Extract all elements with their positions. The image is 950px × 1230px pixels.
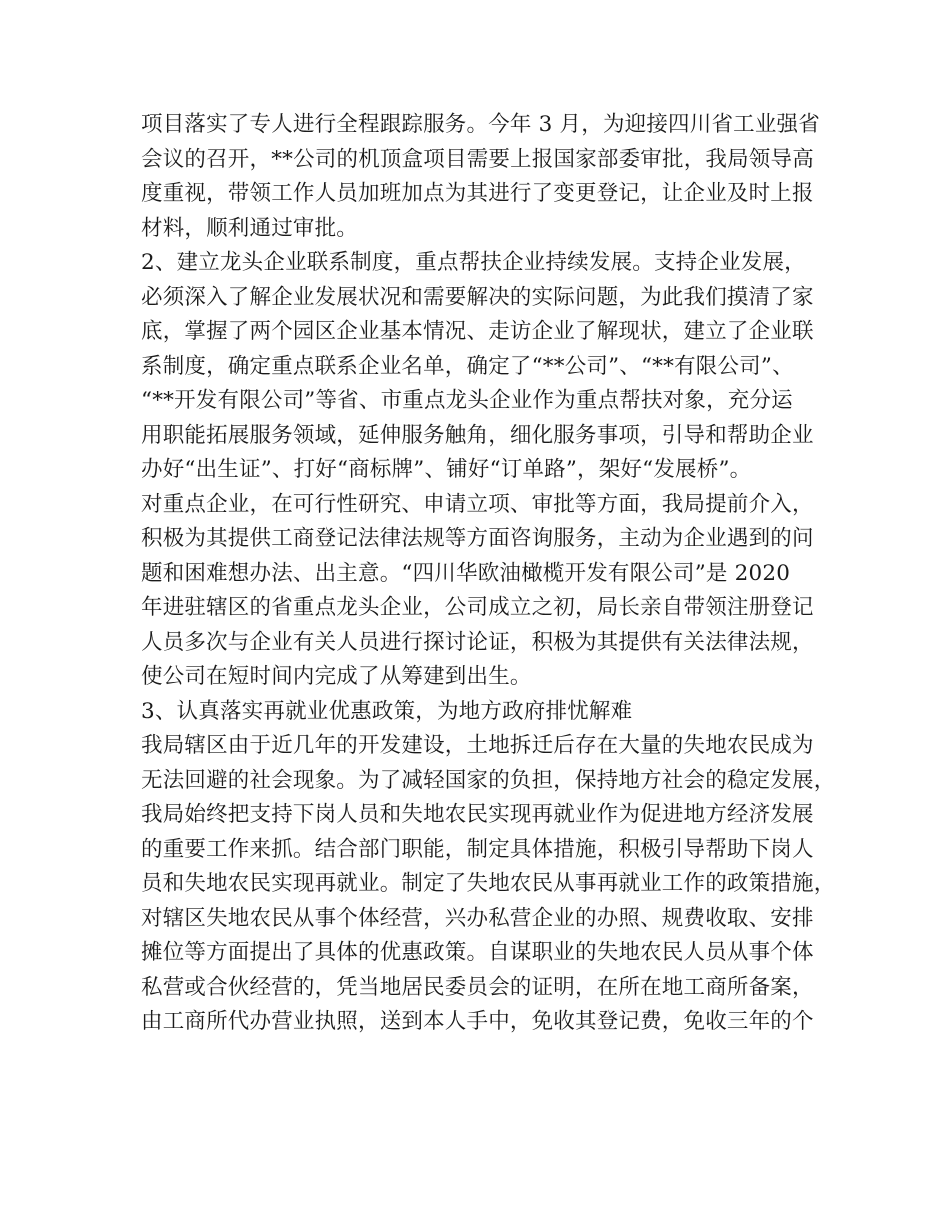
text-line: 年进驻辖区的省重点龙头企业，公司成立之初，局长亲自带领注册登记 — [141, 595, 814, 620]
section-heading-2: 2、建立龙头企业联系制度，重点帮扶企业持续发展。支持企业发展， — [141, 250, 806, 275]
text-line: 使公司在短时间内完成了从筹建到出生。 — [141, 664, 532, 689]
text-line: 无法回避的社会现象。为了减轻国家的负担，保持地方社会的稳定发展， — [141, 767, 836, 793]
text-line: 对辖区失地农民从事个体经营，兴办私营企业的办照、规费收取、安排 — [141, 905, 814, 931]
document-body — [141, 108, 836, 1040]
text-line: 度重视，带领工作人员加班加点为其进行了变更登记，让企业及时上报 — [141, 181, 814, 206]
text-line: 系制度，确定重点联系企业名单，确定了“**公司”、“**有限公司”、 — [141, 353, 794, 379]
text-line: 的重要工作来抓。结合部门职能，制定具体措施，积极引导帮助下岗人 — [141, 836, 814, 862]
text-line: 私营或合伙经营的，凭当地居民委员会的证明，在所在地工商所备案， — [141, 974, 814, 1000]
section-heading-3: 3、认真落实再就业优惠政策，为地方政府排忧解难 — [141, 698, 633, 724]
text-line: 用职能拓展服务领域，延伸服务触角，细化服务事项，引导和帮助企业 — [141, 422, 814, 448]
text-line: 积极为其提供工商登记法律法规等方面咨询服务，主动为企业遇到的问 — [141, 526, 814, 551]
text-line: “**开发有限公司”等省、市重点龙头企业作为重点帮扶对象，充分运 — [141, 388, 793, 413]
text-line: 摊位等方面提出了具体的优惠政策。自谋职业的失地农民人员从事个体 — [141, 940, 814, 965]
text-line: 题和困难想办法、出主意。“四川华欧油橄榄开发有限公司”是 2020 — [141, 560, 791, 586]
text-line: 底，掌握了两个园区企业基本情况、走访企业了解现状，建立了企业联 — [141, 319, 814, 344]
text-line: 办好“出生证”、打好“商标牌”、铺好“订单路”，架好“发展桥”。 — [141, 457, 752, 482]
text-line: 我局辖区由于近几年的开发建设，土地拆迁后存在大量的失地农民成为 — [141, 733, 814, 758]
text-line: 由工商所代办营业执照，送到本人手中，免收其登记费，免收三年的个 — [141, 1009, 814, 1034]
text-line: 会议的召开，**公司的机顶盒项目需要上报国家部委审批，我局领导高 — [141, 146, 814, 172]
text-line: 员和失地农民实现再就业。制定了失地农民从事再就业工作的政策措施， — [141, 871, 836, 896]
text-line: 我局始终把支持下岗人员和失地农民实现再就业作为促进地方经济发展 — [141, 802, 814, 827]
text-line: 项目落实了专人进行全程跟踪服务。今年 3 月，为迎接四川省工业强省 — [141, 112, 820, 137]
text-line: 人员多次与企业有关人员进行探讨论证，积极为其提供有关法律法规， — [141, 629, 814, 655]
text-line: 材料，顺利通过审批。 — [141, 215, 359, 241]
text-line: 对重点企业，在可行性研究、申请立项、审批等方面，我局提前介入， — [141, 491, 814, 517]
text-line: 必须深入了解企业发展状况和需要解决的实际问题，为此我们摸清了家 — [141, 284, 814, 310]
